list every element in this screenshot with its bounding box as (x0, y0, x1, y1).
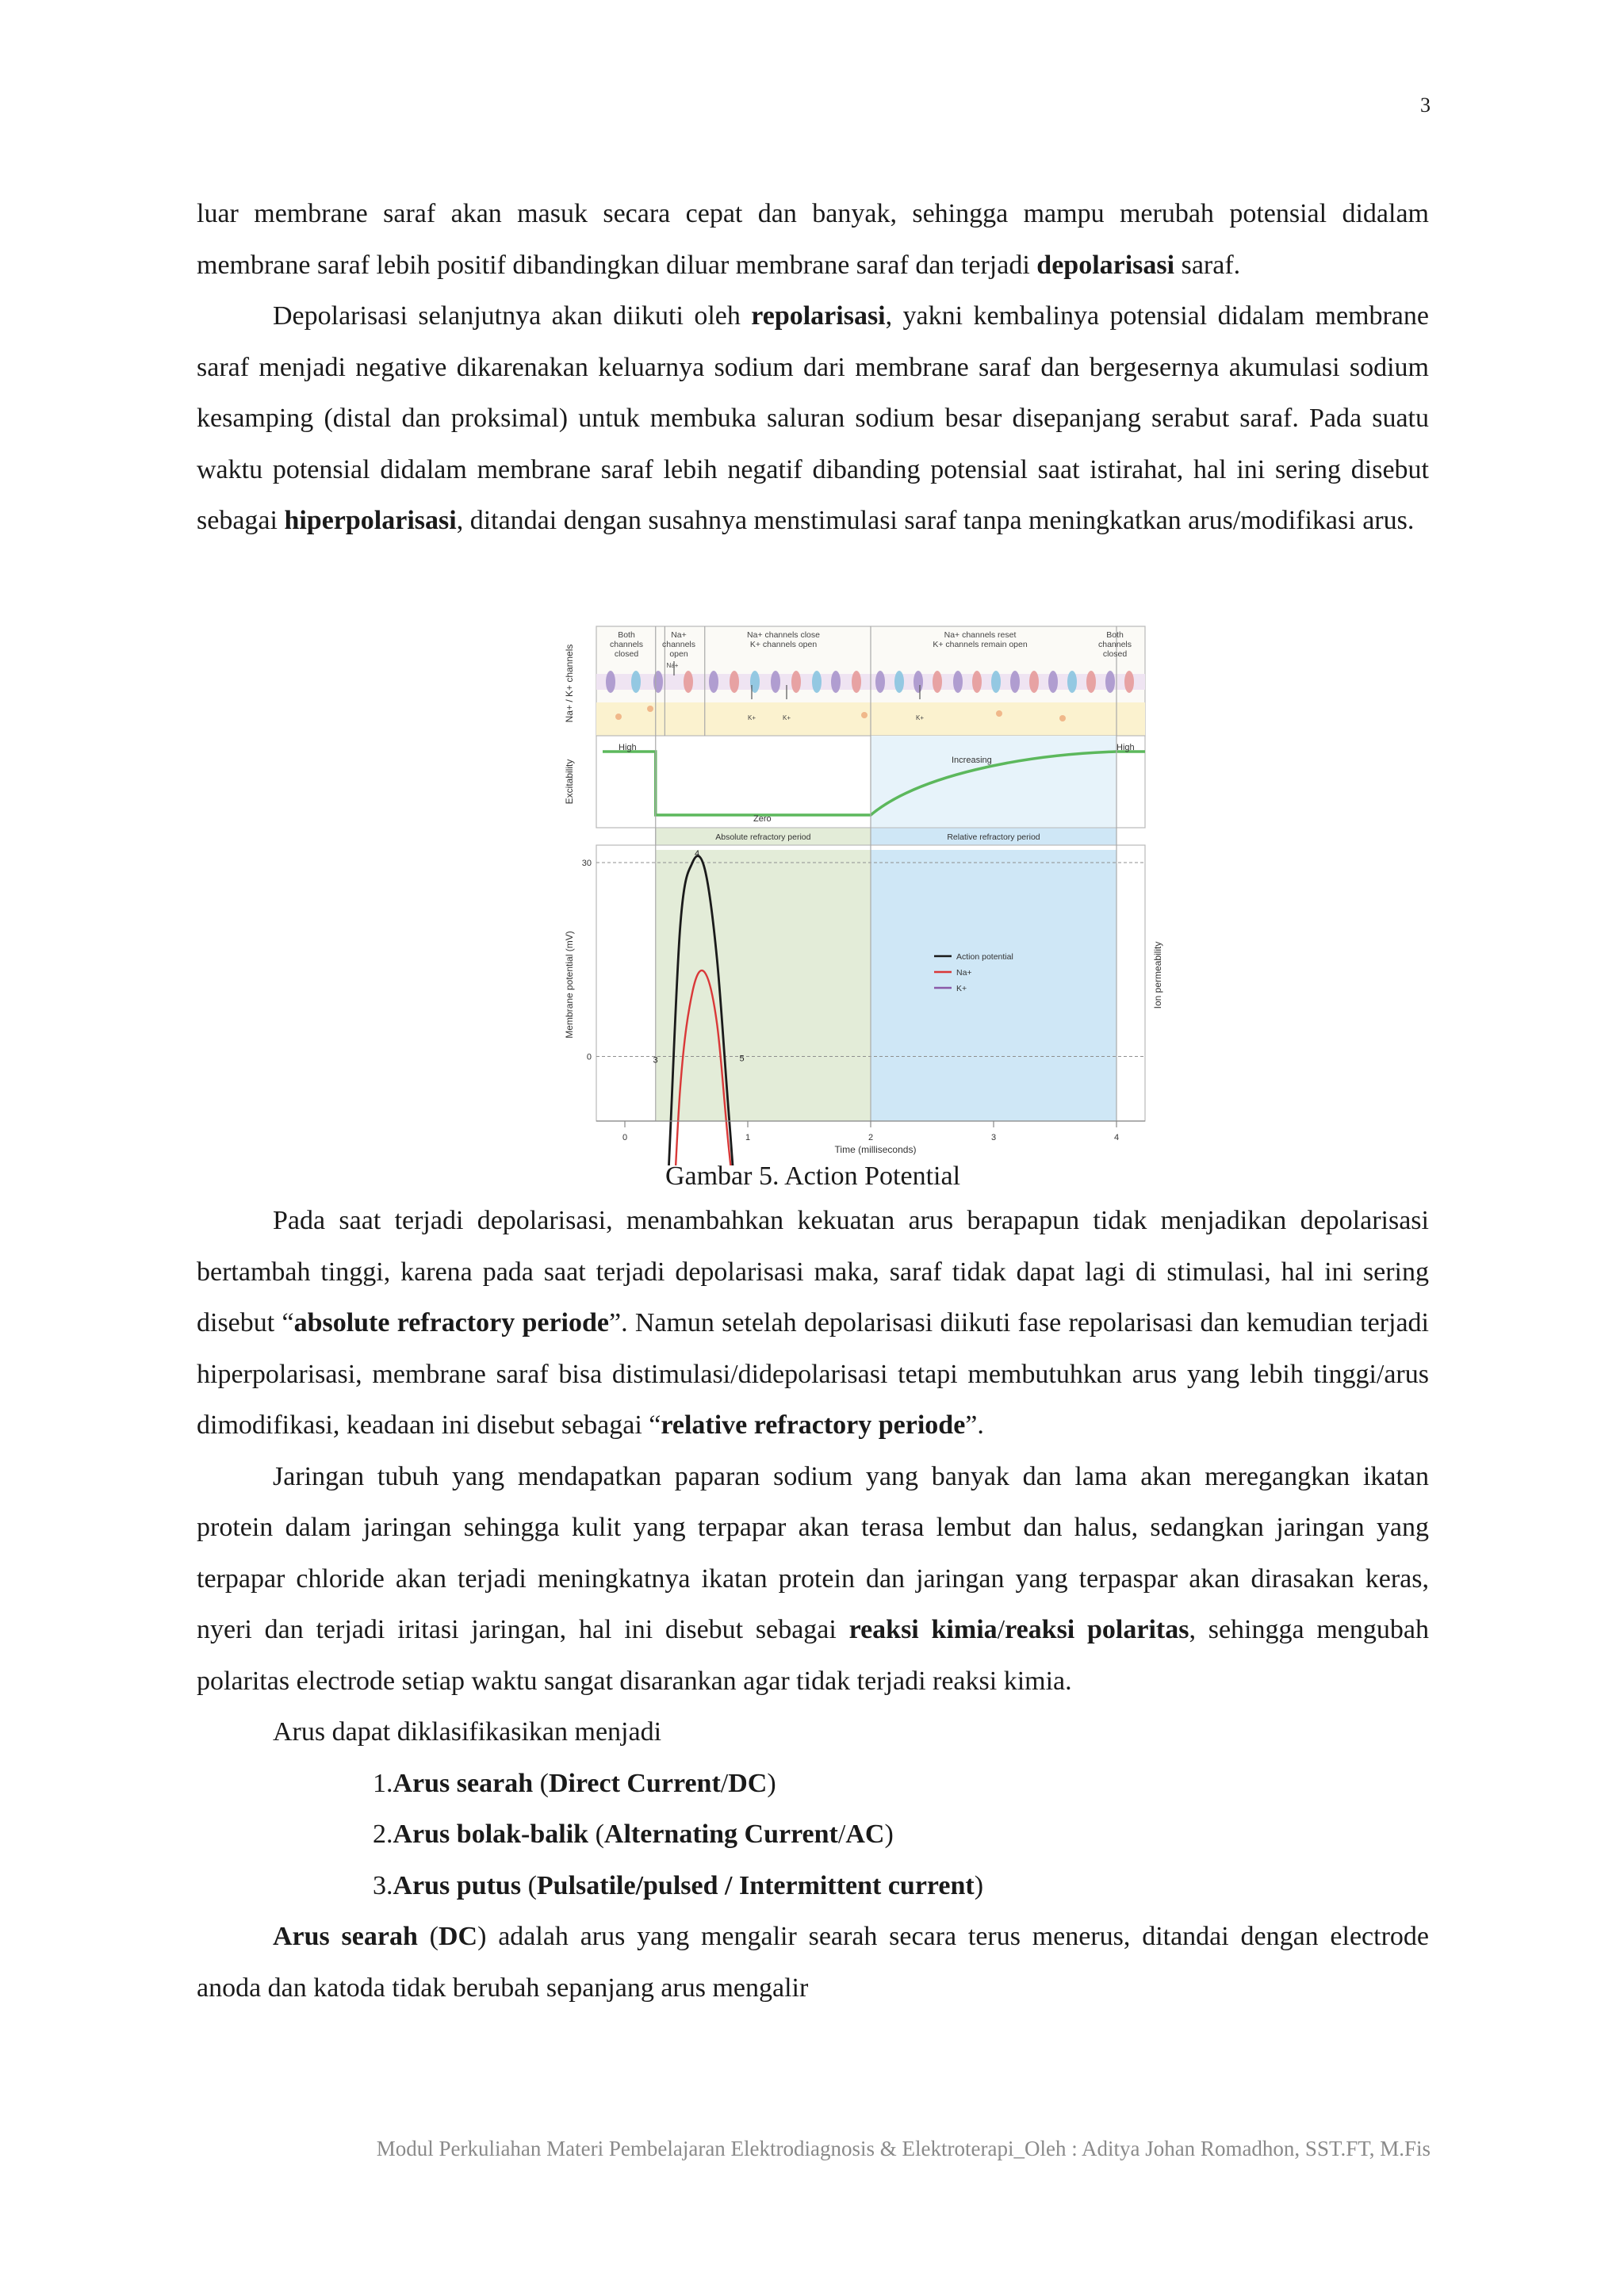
bold-term: hiperpolarisasi (284, 506, 457, 535)
ion-dot (647, 706, 653, 712)
phase-label: Na+ (671, 630, 687, 640)
phase-label: channels (1097, 640, 1132, 649)
text-run: / (720, 1768, 729, 1798)
excitability-axis-label: Excitability (564, 759, 575, 805)
paragraph (197, 1196, 1429, 1452)
bold-term: reaksi kimia (848, 1615, 998, 1644)
action-potential-chart (555, 620, 1170, 1165)
text-run: Arus dapat diklasifikasikan menjadi (273, 1717, 662, 1747)
channel-protein (791, 671, 801, 693)
mp-axis-label: Membrane potential (mV) (564, 931, 575, 1039)
bold-term: absolute refractory periode (293, 1308, 609, 1337)
exc-increasing-label: Increasing (952, 756, 992, 765)
bold-term: Arus searah (273, 1922, 418, 1951)
channel-protein (709, 671, 718, 693)
channel-protein (812, 671, 822, 693)
paragraph (197, 291, 1429, 547)
phase-label: Both (618, 630, 635, 640)
figure-caption: Gambar 5. Action Potential (665, 1161, 961, 1191)
channel-protein (1124, 671, 1134, 693)
text-run: , yakni kembalinya potensial didalam membrane saraf menjadi negative dikarenakan keluarnya sodium dari membrane saraf dan bergesernya akumulasi sodium kesamping (distal dan proksimal) untuk membuka saluran sodium besar disepanjang serabut saraf. Pada suatu waktu potensial didalam membrane saraf lebih negatif dibanding potensial saat istirahat, hal ini sering disebut sebagai (197, 301, 1429, 535)
channel-protein (1010, 671, 1020, 693)
exc-zero-label: Zero (753, 814, 772, 824)
text-run: , ditandai dengan susahnya menstimulasi saraf tanpa meningkatkan arus/modifikasi arus. (456, 506, 1415, 535)
text-run: 2. (373, 1820, 393, 1849)
channel-protein (1029, 671, 1039, 693)
x-tick-label: 3 (990, 1133, 997, 1142)
phase-label: K+ channels remain open (933, 640, 1028, 649)
channel-protein (933, 671, 942, 693)
text-run: ) (884, 1820, 894, 1849)
bold-term: Arus putus (393, 1870, 522, 1900)
bold-term: depolarisasi (1036, 250, 1175, 280)
bold-term: relative refractory periode (661, 1410, 966, 1440)
ion-dot (1059, 715, 1066, 721)
phase-label: closed (1102, 649, 1128, 659)
ion-dot (861, 712, 868, 718)
channel-protein (914, 671, 923, 693)
list-item (373, 1758, 1429, 1810)
text-run: ”. Namun setelah depolarisasi diikuti fase repolarisasi dan kemudian terjadi hiperpolarisasi, membrane saraf bisa distimulasi/didepolarisasi tetapi membutuhkan arus yang lebih tinggi/arus dimodifikasi, keadaan ini disebut sebagai “ (197, 1308, 1429, 1440)
text-run: ) (767, 1768, 776, 1798)
point-label: 5 (739, 1054, 745, 1064)
channel-protein (875, 671, 885, 693)
excitability-relative-bg (871, 736, 1116, 828)
channel-protein (631, 671, 641, 693)
bold-term: reaksi polaritas (1005, 1615, 1189, 1644)
text-run: ( (533, 1768, 549, 1798)
ion-axis-label: Ion permeability (1152, 941, 1163, 1009)
x-tick-label: 4 (1113, 1133, 1120, 1142)
y-tick-label: 30 (581, 859, 592, 868)
channel-protein (852, 671, 861, 693)
phase-label: K+ channels open (749, 640, 818, 649)
exc-high-label: High (1116, 743, 1135, 752)
channel-axis-label: Na+ / K+ channels (564, 644, 575, 723)
channel-protein (653, 671, 663, 693)
paragraph (197, 1452, 1429, 1708)
bold-term: Alternating Current (603, 1820, 838, 1849)
text-run: ) adalah arus yang mengalir searah secara terus menerus, ditandai dengan electrode anoda dan katoda tidak berubah sepanjang arus mengalir (197, 1922, 1430, 2003)
channel-protein (831, 671, 841, 693)
channel-protein (606, 671, 615, 693)
bold-term: DC (439, 1922, 478, 1951)
text-run: ) (974, 1870, 984, 1900)
arp-label: Absolute refractory period (715, 832, 811, 842)
bold-term: Direct Current (548, 1768, 721, 1798)
action-potential-figure (555, 620, 1170, 1165)
text-run: ( (588, 1820, 604, 1849)
bold-term: repolarisasi (751, 301, 886, 331)
point-label: 4 (694, 849, 700, 859)
text-run: luar membrane saraf akan masuk secara cepat dan banyak, sehingga mampu merubah potensial didalam membrane saraf lebih positif dibandingkan diluar membrane saraf dan terjadi (197, 199, 1429, 280)
text-run: saraf. (1174, 250, 1241, 280)
text-run: , sehingga mengubah polaritas electrode setiap waktu sangat disarankan agar tidak terjadi reaksi kimia. (197, 1615, 1429, 1696)
bold-term: AC (845, 1820, 885, 1849)
page-footer: Modul Perkuliahan Materi Pembelajaran Elektrodiagnosis & Elektroterapi_Oleh : Aditya Johan Romadhon, SST.FT, M.Fis (376, 2137, 1431, 2160)
legend-na: Na+ (956, 968, 972, 978)
x-tick-label: 0 (622, 1133, 628, 1142)
x-tick-label: 1 (745, 1133, 751, 1142)
text-run: / (997, 1615, 1005, 1644)
ion-label-k: K+ (915, 714, 925, 721)
text-run: Pada saat terjadi depolarisasi, menambahkan kekuatan arus berapapun tidak menjadikan depolarisasi bertambah tinggi, karena pada saat terjadi depolarisasi maka, saraf tidak dapat lagi di stimulasi, hal ini sering disebut “ (197, 1206, 1429, 1337)
channel-protein (991, 671, 1001, 693)
ion-label-k: K+ (782, 714, 791, 721)
page-number: 3 (1420, 94, 1431, 117)
body-text-bottom (197, 1196, 1429, 2014)
phase-label: open (669, 649, 688, 659)
channel-protein (1067, 671, 1077, 693)
bold-term: Arus searah (393, 1768, 534, 1798)
point-label: 3 (653, 1055, 658, 1066)
channel-protein (894, 671, 904, 693)
channel-protein (1086, 671, 1096, 693)
bold-term: DC (728, 1768, 768, 1798)
ion-dot (615, 714, 622, 720)
absolute-refractory-region (656, 850, 871, 1121)
paragraph (197, 1707, 1429, 1758)
bold-term: Pulsatile/pulsed / Intermittent current (536, 1870, 975, 1900)
text-run: ( (521, 1870, 537, 1900)
channel-protein (953, 671, 963, 693)
ion-dot (996, 710, 1002, 717)
channel-protein (730, 671, 739, 693)
x-axis-label: Time (milliseconds) (834, 1144, 917, 1155)
phase-label: Na+ channels close (747, 630, 820, 640)
body-text-top (197, 189, 1429, 547)
phase-label: channels (661, 640, 696, 649)
ion-label-na: Na+ (666, 662, 679, 669)
phase-label: Both (1106, 630, 1124, 640)
relative-refractory-region (871, 850, 1116, 1121)
channel-protein (684, 671, 693, 693)
text-run: ( (417, 1922, 439, 1951)
channel-protein (1105, 671, 1115, 693)
y-tick-label: 0 (586, 1052, 592, 1062)
list-item (373, 1861, 1429, 1912)
bold-term: Arus bolak-balik (393, 1820, 589, 1849)
text-run: ”. (965, 1410, 984, 1440)
channel-protein (1048, 671, 1058, 693)
legend-ap: Action potential (956, 952, 1013, 962)
text-run: 3. (373, 1870, 393, 1900)
phase-label: Na+ channels reset (944, 630, 1017, 640)
paragraph (197, 189, 1429, 291)
legend-k: K+ (956, 984, 967, 993)
ion-label-k: K+ (747, 714, 756, 721)
text-run: Jaringan tubuh yang mendapatkan paparan sodium yang banyak dan lama akan meregangkan ikatan protein dalam jaringan sehingga kulit yang terpapar akan terasa lembut dan halus, sedangkan jaringan yang terpapar chloride akan terjadi meningkatnya ikatan protein dan jaringan yang terpaspar akan dirasakan keras, nyeri dan terjadi iritasi jaringan, hal ini disebut sebagai (197, 1461, 1429, 1644)
text-run: / (837, 1820, 846, 1849)
text-run: Depolarisasi selanjutnya akan diikuti oleh (273, 301, 752, 331)
paragraph (197, 1911, 1429, 2014)
x-tick-label: 2 (868, 1133, 874, 1142)
phase-label: closed (614, 649, 639, 659)
list-item (373, 1809, 1429, 1861)
channel-protein (972, 671, 982, 693)
exc-high-label: High (619, 743, 637, 752)
phase-label: channels (609, 640, 644, 649)
rrp-label: Relative refractory period (947, 832, 1040, 842)
channel-protein (771, 671, 780, 693)
text-run: 1. (373, 1768, 393, 1798)
